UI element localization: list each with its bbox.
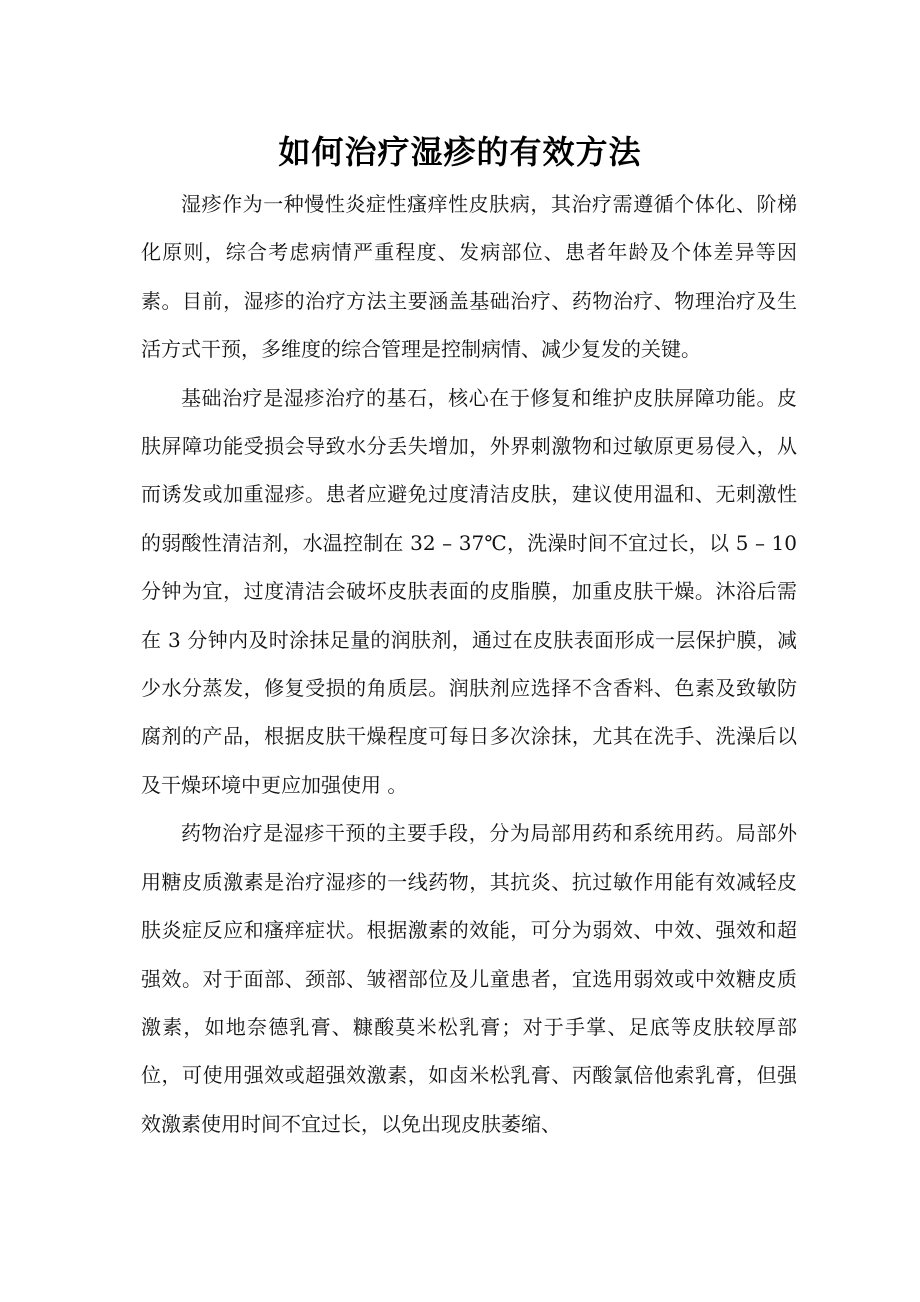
paragraph-drug-treatment: 药物治疗是湿疹干预的主要手段，分为局部用药和系统用药。局部外用糖皮质激素是治疗湿疹的一线药物，其抗炎、抗过敏作用能有效减轻皮肤炎症反应和瘙痒症状。根据激素的效能，可分为弱效、中效、强效和超强效。对于面部、颈部、皱褶部位及儿童患者，宜选用弱效或中效糖皮质激素，如地奈德乳膏、糠酸莫米松乳膏；对于手掌、足底等皮肤较厚部位，可使用强效或超强效激素，如卤米松乳膏、丙酸氯倍他索乳膏，但强效激素使用时间不宜过长，以免出现皮肤萎缩、 <box>141 821 797 1136</box>
paragraph-basic-treatment: 基础治疗是湿疹治疗的基石，核心在于修复和维护皮肤屏障功能。皮肤屏障功能受损会导致水分丢失增加，外界刺激物和过敏原更易侵入，从而诱发或加重湿疹。患者应避免过度清洁皮肤，建议使用温和、无刺激性的弱酸性清洁剂，水温控制在 32 – 37℃，洗澡时间不宜过长，以 5 – 10 分钟为宜，过度清洁会破坏皮肤表面的皮脂膜，加重皮肤干燥。沐浴后需在 3 分钟内及时涂抹足量的润肤剂，通过在皮肤表面形成一层保护膜，减少水分蒸发，修复受损的角质层。润肤剂应选择不含香料、色素及致敏防腐剂的产品，根据皮肤干燥程度可每日多次涂抹，尤其在洗手、洗澡后以及干燥环境中更应加强使用 。 <box>141 385 797 797</box>
paragraph-intro: 湿疹作为一种慢性炎症性瘙痒性皮肤病，其治疗需遵循个体化、阶梯化原则，综合考虑病情严重程度、发病部位、患者年龄及个体差异等因素。目前，湿疹的治疗方法主要涵盖基础治疗、药物治疗、物理治疗及生活方式干预，多维度的综合管理是控制病情、减少复发的关键。 <box>141 192 797 362</box>
document-body <box>141 180 797 1148</box>
document-title: 如何治疗湿疹的有效方法 <box>278 133 642 171</box>
